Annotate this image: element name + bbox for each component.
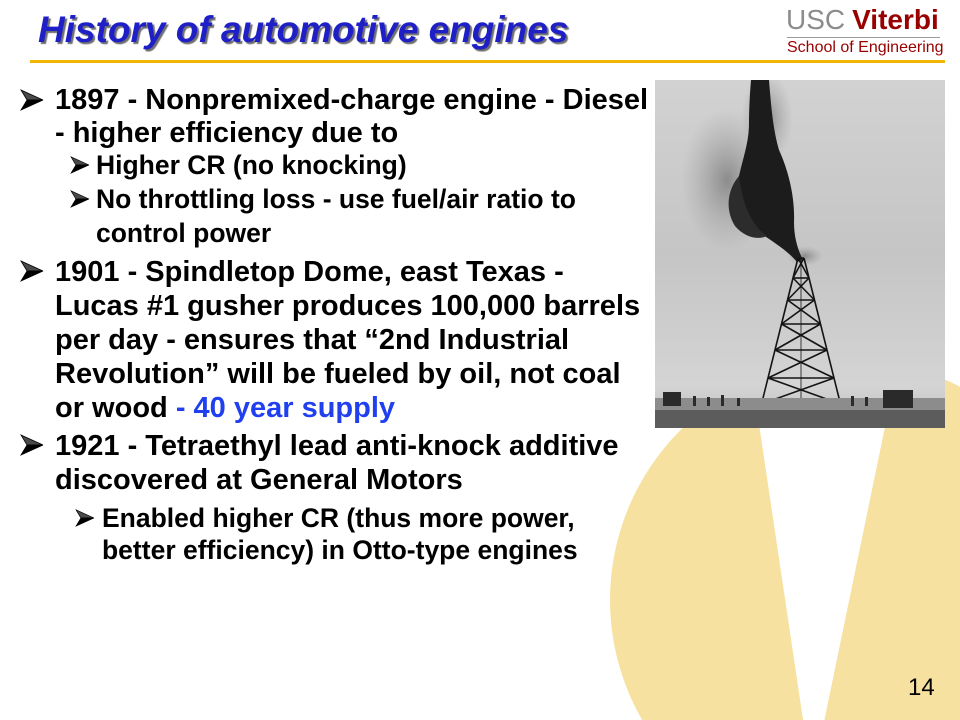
logo-usc-text: USC [786,4,846,35]
bullet-line: per day - ensures that “2nd Industrial [55,324,570,356]
highlight-text: - 40 year supply [167,392,396,424]
logo-divider [787,37,940,38]
logo-viterbi-text: Viterbi [852,4,939,35]
sub-bullet-line: Enabled higher CR (thus more power, [102,503,575,533]
arrow-bullet-icon [20,260,44,282]
page-number: 14 [908,674,935,701]
sub-bullet-line: No throttling loss - use fuel/air ratio to [96,184,576,214]
bullet-line: 1901 - Spindletop Dome, east Texas - [55,256,564,288]
slide-title: History of automotive engines [38,9,569,50]
bullet-line: 1897 - Nonpremixed-charge engine - Diesel [55,84,649,116]
bullet-1901-spindletop [55,255,640,425]
sub-bullet-line: Higher CR (no knocking) [96,150,407,180]
bullet-text: or wood [55,392,168,424]
bullet-line: 1921 - Tetraethyl lead anti-knock additive [55,430,619,462]
arrow-bullet-icon [70,156,90,174]
title-underline [30,60,945,63]
sub-bullet-line: control power [96,218,272,248]
sub-bullet-higher-cr [96,149,407,182]
logo-wordmark [786,4,939,36]
bullet-line: Lucas #1 gusher produces 100,000 barrels [55,290,641,322]
bullet-line: - higher efficiency due to [55,117,399,149]
bullet-line: Revolution” will be fueled by oil, not coal [55,358,621,390]
oil-gusher-photo [655,80,945,428]
bullet-line-last [55,391,640,425]
sub-bullet-no-throttling [96,182,576,250]
arrow-bullet-icon [70,190,90,208]
arrow-bullet-icon [75,509,95,527]
sub-bullet-enabled-higher-cr [102,502,578,566]
logo-school-text: School of Engineering [787,39,944,56]
arrow-bullet-icon [20,89,44,111]
bullet-1897-diesel [55,84,648,150]
bullet-line: discovered at General Motors [55,464,463,496]
sub-bullet-line: better efficiency) in Otto-type engines [102,535,578,565]
bullet-1921-tetraethyl-lead [55,429,619,497]
arrow-bullet-icon [20,434,44,456]
usc-viterbi-logo [786,4,944,56]
